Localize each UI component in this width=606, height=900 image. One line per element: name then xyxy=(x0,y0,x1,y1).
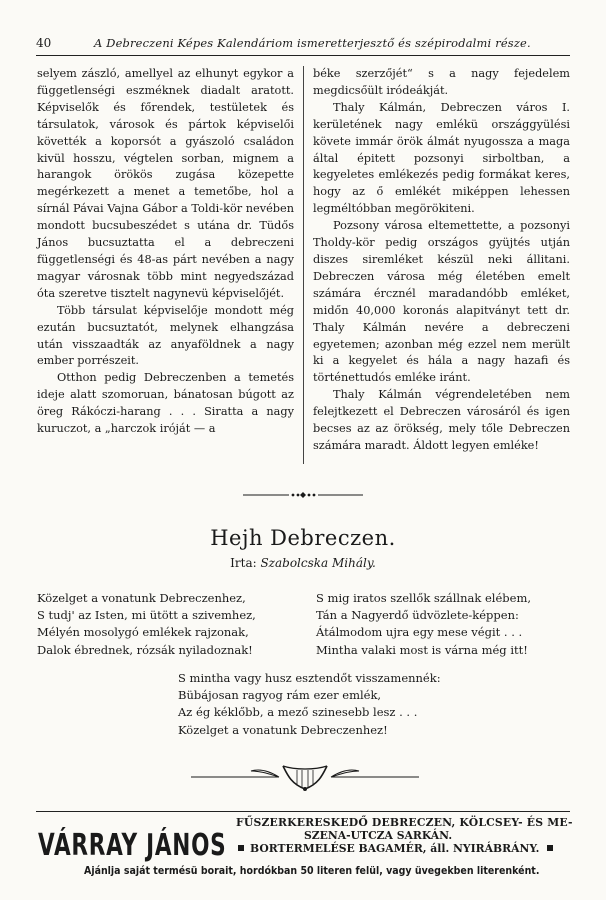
poem-line: S mintha vagy husz esztendőt visszamennék: xyxy=(178,671,441,685)
poem-author: Szabolcska Mihály. xyxy=(260,556,376,570)
poem-line: Közelget a vonatunk Debreczenhez! xyxy=(178,722,388,737)
right-paragraph-4: Thaly Kálmán végrendeletében nem felejtkezett el Debreczen városáról és igen becses az az örökség, mely tőle Debreczen számára maradt. Áldott legyen emléke! xyxy=(313,388,570,452)
poem-line: Mélyén mosolygó emlékek rajzonak, xyxy=(37,625,249,640)
left-paragraph-1: selyem zászló, amellyel az elhunyt egykor a függetlenségi eszméknek diadalt aratott. Képviselők és főrendek, testületek és társulatok, városok és pártok képviselői követték a koporsót a gyászoló családon kivül hosszu, végtelen sorban, mignem a harangok örökös zugása közepette megérkezett a menet a temetőbe, hol a sírnál Pávai Vajna Gábor a Toldi-kör nevében mondott bucsubeszédet s utána dr. Tüdős János bucsuztatta el a debreczeni függetlenségi és 48-as párt nevében a nagy magyar városnak több mint negyedszázad óta szeretve tisztelt nagynevü képviselőjét. xyxy=(37,67,294,300)
advertisement-tagline: Ajánlja saját termésü borait, hordókban 50 literen felül, vagy üvegekben literenként. xyxy=(84,864,540,877)
poem-line: Átálmodom ujra egy mese végit . . . xyxy=(316,625,523,640)
square-bullet-icon xyxy=(238,845,244,851)
poem-title: Hejh Debreczen. xyxy=(210,526,396,550)
header-rule xyxy=(36,55,570,56)
right-paragraph-3: Pozsony városa eltemettette, a pozsonyi Tholdy-kör pedig országos gyüjtés utján diszes siremléket készül neki állitani. Debreczen városa még életében emelt számára ércznél maradandóbb emléket, midőn 40,000 koronás alapitványt tett dr. Thaly Kálmán nevére a debreczeni egyetemen; azonban még ezzel nem merült ki a kegyelet és hála a nagy hazafi és történettudós emléke iránt. xyxy=(313,219,570,385)
article-right-column xyxy=(313,66,570,455)
poem-stanza-2 xyxy=(316,590,531,659)
advertisement-brand: VÁRRAY JÁNOS xyxy=(38,828,227,863)
advertisement-address-line-1: FŰSZERKERESKEDŐ DEBRECZEN, KÖLCSEY- ÉS ME- xyxy=(236,816,573,829)
column-divider xyxy=(303,66,304,464)
right-paragraph-2: Thaly Kálmán, Debreczen város I. kerületének nagy emlékü országgyülési követe immár örök álmát nyugossza a maga által épitett pozsonyi sirboltban, a kegyeletes emlékezés pedig formákat keres, hogy az ő emlékét miképpen lehessen legméltóbban megörökiteni. xyxy=(313,100,570,216)
page-number: 40 xyxy=(36,36,52,50)
poem-line: Dalok ébrednek, rózsák nyiladoznak! xyxy=(37,642,253,657)
advertisement xyxy=(36,812,573,882)
square-bullet-icon xyxy=(547,845,553,851)
running-title: A Debreczeni Képes Kalendáriom ismeretterjesztő és szépirodalmi része. xyxy=(94,36,531,50)
winery-text: BORTERMELÉSE BAGAMÉR, áll. NYIRÁBRÁNY. xyxy=(250,842,540,855)
poem-line: S tudj' az Isten, mi ütött a szivemhez, xyxy=(37,608,256,623)
advertisement-winery-line xyxy=(236,842,559,855)
right-paragraph-1: béke szerzőjét“ s a nagy fejedelem megdicsőült iródeákját. xyxy=(313,67,570,97)
poem-line: Közelget a vonatunk Debreczenhez, xyxy=(37,591,246,605)
poem-line: Mintha valaki most is várna még itt! xyxy=(316,642,528,657)
poem-line: Az ég kéklőbb, a mező szinesebb lesz . . . xyxy=(178,705,418,720)
poem-line: S mig iratos szellők szállnak elébem, xyxy=(316,591,532,605)
byline-prefix: Irta: xyxy=(230,556,261,570)
poem-byline xyxy=(0,556,606,570)
left-paragraph-2: Több társulat képviselője mondott még ezután bucsuztatót, melynek elhangzása után visszaadták az anyaföldnek a nagy ember porrészeit. xyxy=(37,303,294,368)
article-left-column xyxy=(37,66,294,438)
poem-stanza-3 xyxy=(178,670,441,739)
advertisement-address-line-2: SZENA-UTCZA SARKÁN. xyxy=(304,829,453,842)
left-paragraph-3: Otthon pedig Debreczenben a temetés ideje alatt szomoruan, bánatosan búgott az öreg Rákóczi-harang . . . Siratta a nagy kuruczot, a „harczok iróját — a xyxy=(37,371,294,436)
poem-stanza-1 xyxy=(37,590,256,659)
lyre-vignette-ornament xyxy=(191,762,419,792)
poem-line: Bübájosan ragyog rám ezer emlék, xyxy=(178,688,382,703)
poem-line: Tán a Nagyerdő üdvözlete-képpen: xyxy=(316,608,519,623)
section-divider-ornament xyxy=(243,491,363,499)
